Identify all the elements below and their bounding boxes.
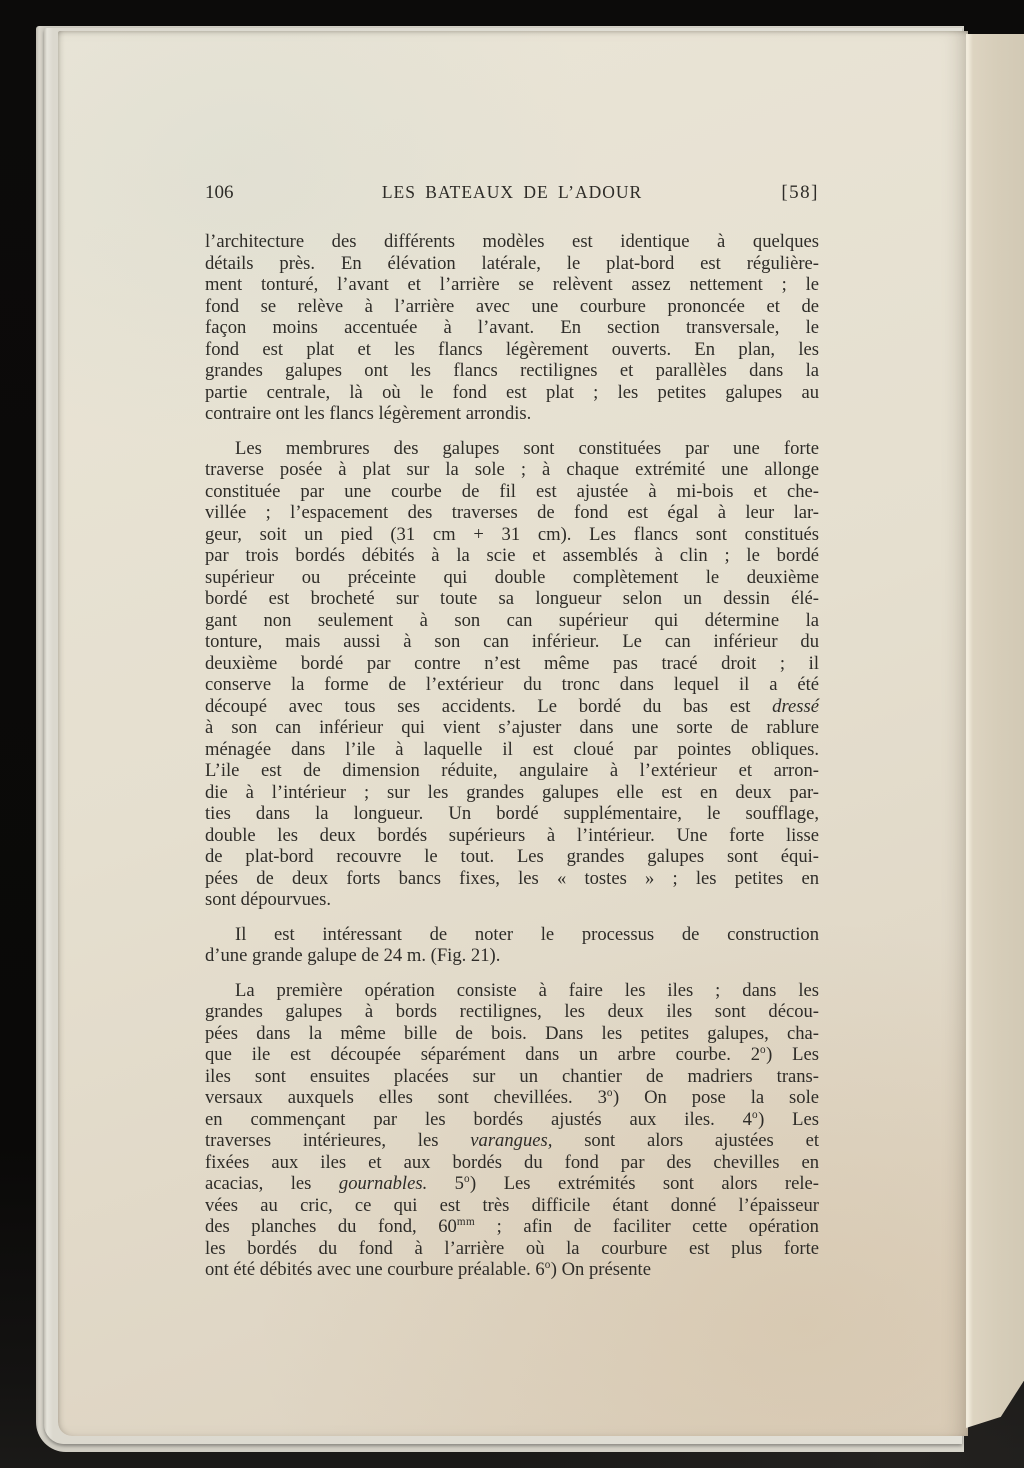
text-line: tonture, mais aussi à son can inférieur. Le can inférieur du <box>205 631 819 652</box>
text-line: constituée par une courbe de fil est ajustée à mi-bois et che- <box>205 480 819 502</box>
text-line: sont dépourvues. <box>205 889 332 910</box>
text-line: grandes galupes ont les flancs rectilignes et parallèles dans la <box>205 360 819 381</box>
text-line: ment tonturé, l’avant et l’arrière se relèvent assez nettement ; le <box>205 274 819 295</box>
text-line: traverses intérieures, les varangues, sont alors ajustées et <box>205 1130 820 1151</box>
text-line: ont été débités avec une courbure préalable. 6$^o$) On présente <box>205 1258 651 1280</box>
text-line: en commençant par les bordés ajustés aux iles. 4$^o$) Les <box>205 1108 820 1130</box>
paragraph <box>205 980 819 1281</box>
text-line: gant non seulement à son can supérieur qui détermine la <box>205 609 819 631</box>
next-page-edge <box>966 34 1024 1428</box>
text-line: d’une grande galupe de 24 m. (Fig. 21). <box>205 945 501 966</box>
text-line: grandes galupes à bords rectilignes, les deux iles sont décou- <box>205 1001 819 1022</box>
text-line: conserve la forme de l’extérieur du tronc dans lequel il a été <box>205 674 819 695</box>
text-line: deuxième bordé par contre n’est même pas tracé droit ; il <box>205 652 819 674</box>
text-line: façon moins accentuée à l’avant. En section transversale, le <box>205 317 819 338</box>
text-line: fixées aux iles et aux bordés du fond par des chevilles en <box>205 1151 819 1173</box>
text-line: Il est intéressant de noter le processus de construction <box>235 923 819 945</box>
text-line: pées dans la même bille de bois. Dans les petites galupes, cha- <box>205 1022 819 1044</box>
text-line: iles sont ensuites placées sur un chantier de madriers trans- <box>205 1065 819 1087</box>
text-line: versaux auxquels elles sont chevillées. 3$^o$) On pose la sole <box>205 1086 819 1108</box>
book-page <box>58 31 968 1436</box>
page-number: 106 <box>205 182 234 203</box>
text-line: des planches du fond, $60^{mm}$ ; afin de faciliter cette opération <box>205 1215 819 1237</box>
text-line: l’architecture des différents modèles est identique à quelques <box>205 231 819 252</box>
paragraph <box>205 438 819 911</box>
text-line: pées de deux forts bancs fixes, les « tostes » ; les petites en <box>205 867 819 889</box>
text-content <box>205 231 819 1281</box>
text-line: La première opération consiste à faire les iles ; dans les <box>235 979 819 1001</box>
text-line: que ile est découpée séparément dans un arbre courbe. 2$^o$) Les <box>205 1043 820 1065</box>
text-line: contraire ont les flancs légèrement arrondis. <box>205 403 532 424</box>
text-line: fond se relève à l’arrière avec une courbure prononcée et de <box>205 295 819 317</box>
text-line: traverse posée à plat sur la sole ; à chaque extrémité une allonge <box>205 459 819 480</box>
text-line: vées au cric, ce qui est très difficile étant donné l’épaisseur <box>205 1194 819 1216</box>
text-line: L’ile est de dimension réduite, angulaire à l’extérieur et arron- <box>205 760 819 781</box>
section-number: [58] <box>781 182 819 203</box>
text-line: détails près. En élévation latérale, le plat-bord est régulière- <box>205 252 819 274</box>
running-title: LES BATEAUX DE L’ADOUR <box>381 182 643 202</box>
text-line: de plat-bord recouvre le tout. Les grandes galupes sont équi- <box>205 846 819 867</box>
text-line: ties dans la longueur. Un bordé supplémentaire, le soufflage, <box>205 803 819 824</box>
text-line: supérieur ou préceinte qui double complètement le deuxième <box>205 566 819 588</box>
text-line: double les deux bordés supérieurs à l’intérieur. Une forte lisse <box>205 824 819 846</box>
text-line: Les membrures des galupes sont constituées par une forte <box>235 437 819 459</box>
text-line: acacias, les gournables. 5$^o$) Les extrémités sont alors rele- <box>205 1172 819 1194</box>
text-line: villée ; l’espacement des traverses de fond est égal à leur lar- <box>205 502 819 523</box>
text-line: par trois bordés débités à la scie et assemblés à clin ; le bordé <box>205 545 819 566</box>
text-line: die à l’intérieur ; sur les grandes galupes elle est en deux par- <box>205 781 819 803</box>
text-line: fond est plat et les flancs légèrement ouverts. En plan, les <box>205 338 819 360</box>
paragraph <box>205 231 819 425</box>
text-line: ménagée dans l’ile à laquelle il est cloué par pointes obliques. <box>205 738 819 760</box>
text-line: geur, soit un pied (31 cm + 31 cm). Les flancs sont constitués <box>205 523 819 545</box>
text-line: partie centrale, là où le fond est plat ; les petites galupes au <box>205 381 819 403</box>
text-line: à son can inférieur qui vient s’ajuster dans une sorte de rablure <box>205 717 819 738</box>
paragraph <box>205 924 819 967</box>
text-line: découpé avec tous ses accidents. Le bordé du bas est dressé <box>205 695 819 717</box>
text-line: les bordés du fond à l’arrière où la courbure est plus forte <box>205 1237 819 1259</box>
page-header <box>205 182 819 204</box>
text-line: bordé est brocheté sur toute sa longueur selon un dessin élé- <box>205 588 819 609</box>
